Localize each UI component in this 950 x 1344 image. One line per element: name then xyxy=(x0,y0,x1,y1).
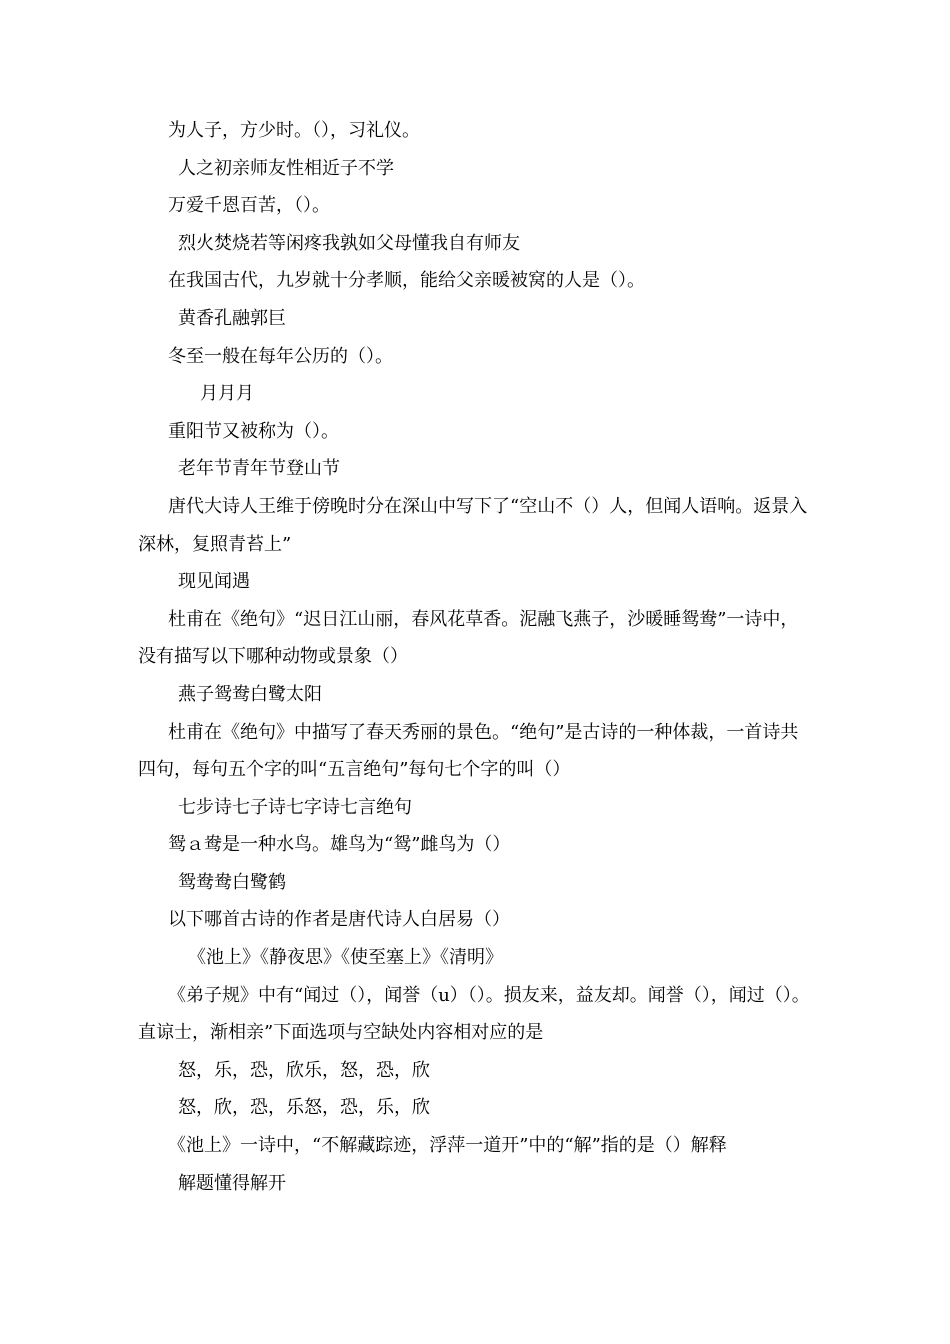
options-line: 月月月 xyxy=(200,383,254,405)
options-line: 鸳鸯鸯白鹭鹤 xyxy=(178,871,286,893)
options-line: 黄香孔融郭巨 xyxy=(178,307,286,329)
question-line: 杜甫在《绝句》中描写了春天秀丽的景色。“绝句”是古诗的一种体裁，一首诗共四句，每句五个字的叫“五言绝句”每句七个字的叫（） xyxy=(138,721,799,781)
options-line: 七步诗七子诗七字诗七言绝句 xyxy=(178,796,412,818)
options-line: 现见闻遇 xyxy=(178,571,250,593)
question-line: 唐代大诗人王维于傍晚时分在深山中写下了“空山不（）人，但闻人语响。返景入深林，复照青苔上” xyxy=(138,495,808,555)
question-line: 冬至一般在每年公历的（）。 xyxy=(168,345,393,367)
question-line: 重阳节又被称为（）。 xyxy=(168,420,339,442)
options-line: 烈火焚烧若等闲疼我孰如父母懂我自有师友 xyxy=(178,232,520,254)
options-line: 人之初亲师友性相近子不学 xyxy=(178,157,394,179)
options-line: 怒，乐，恐，欣乐，怒，恐，欣 xyxy=(178,1059,430,1081)
question-line: 《弟子规》中有“闻过（），闻誉（u）（）。损友来，益友却。闻誉（），闻过（）。直谅士，渐相亲”下面选项与空缺处内容相对应的是 xyxy=(138,984,810,1044)
question-line: 鸳ａ鸯是一种水鸟。雄鸟为“鸳”雌鸟为（） xyxy=(168,834,511,856)
question-line: 万爱千恩百苦，（）。 xyxy=(168,195,330,217)
options-line: 解题懂得解开 xyxy=(178,1172,286,1194)
question-line: 《池上》一诗中，“不解藏踪迹，浮萍一道开”中的“解”指的是（）解释 xyxy=(168,1135,727,1157)
document-body xyxy=(138,112,812,1202)
options-line: 燕子鸳鸯白鹭太阳 xyxy=(178,683,322,705)
options-line: 怒，欣，恐，乐怒，恐，乐，欣 xyxy=(178,1097,430,1119)
question-line: 以下哪首古诗的作者是唐代诗人白居易（） xyxy=(168,909,510,931)
question-line: 在我国古代，九岁就十分孝顺，能给父亲暖被窝的人是（）。 xyxy=(168,270,645,292)
options-line: 《池上》《静夜思》《使至塞上》《清明》 xyxy=(188,947,503,969)
question-line: 为人子，方少时。（），习礼仪。 xyxy=(168,120,420,141)
options-line: 老年节青年节登山节 xyxy=(178,458,340,480)
question-line: 杜甫在《绝句》“迟日江山丽，春风花草香。泥融飞燕子，沙暖睡鸳鸯”一诗中，没有描写以下哪种动物或景象（） xyxy=(138,608,799,668)
